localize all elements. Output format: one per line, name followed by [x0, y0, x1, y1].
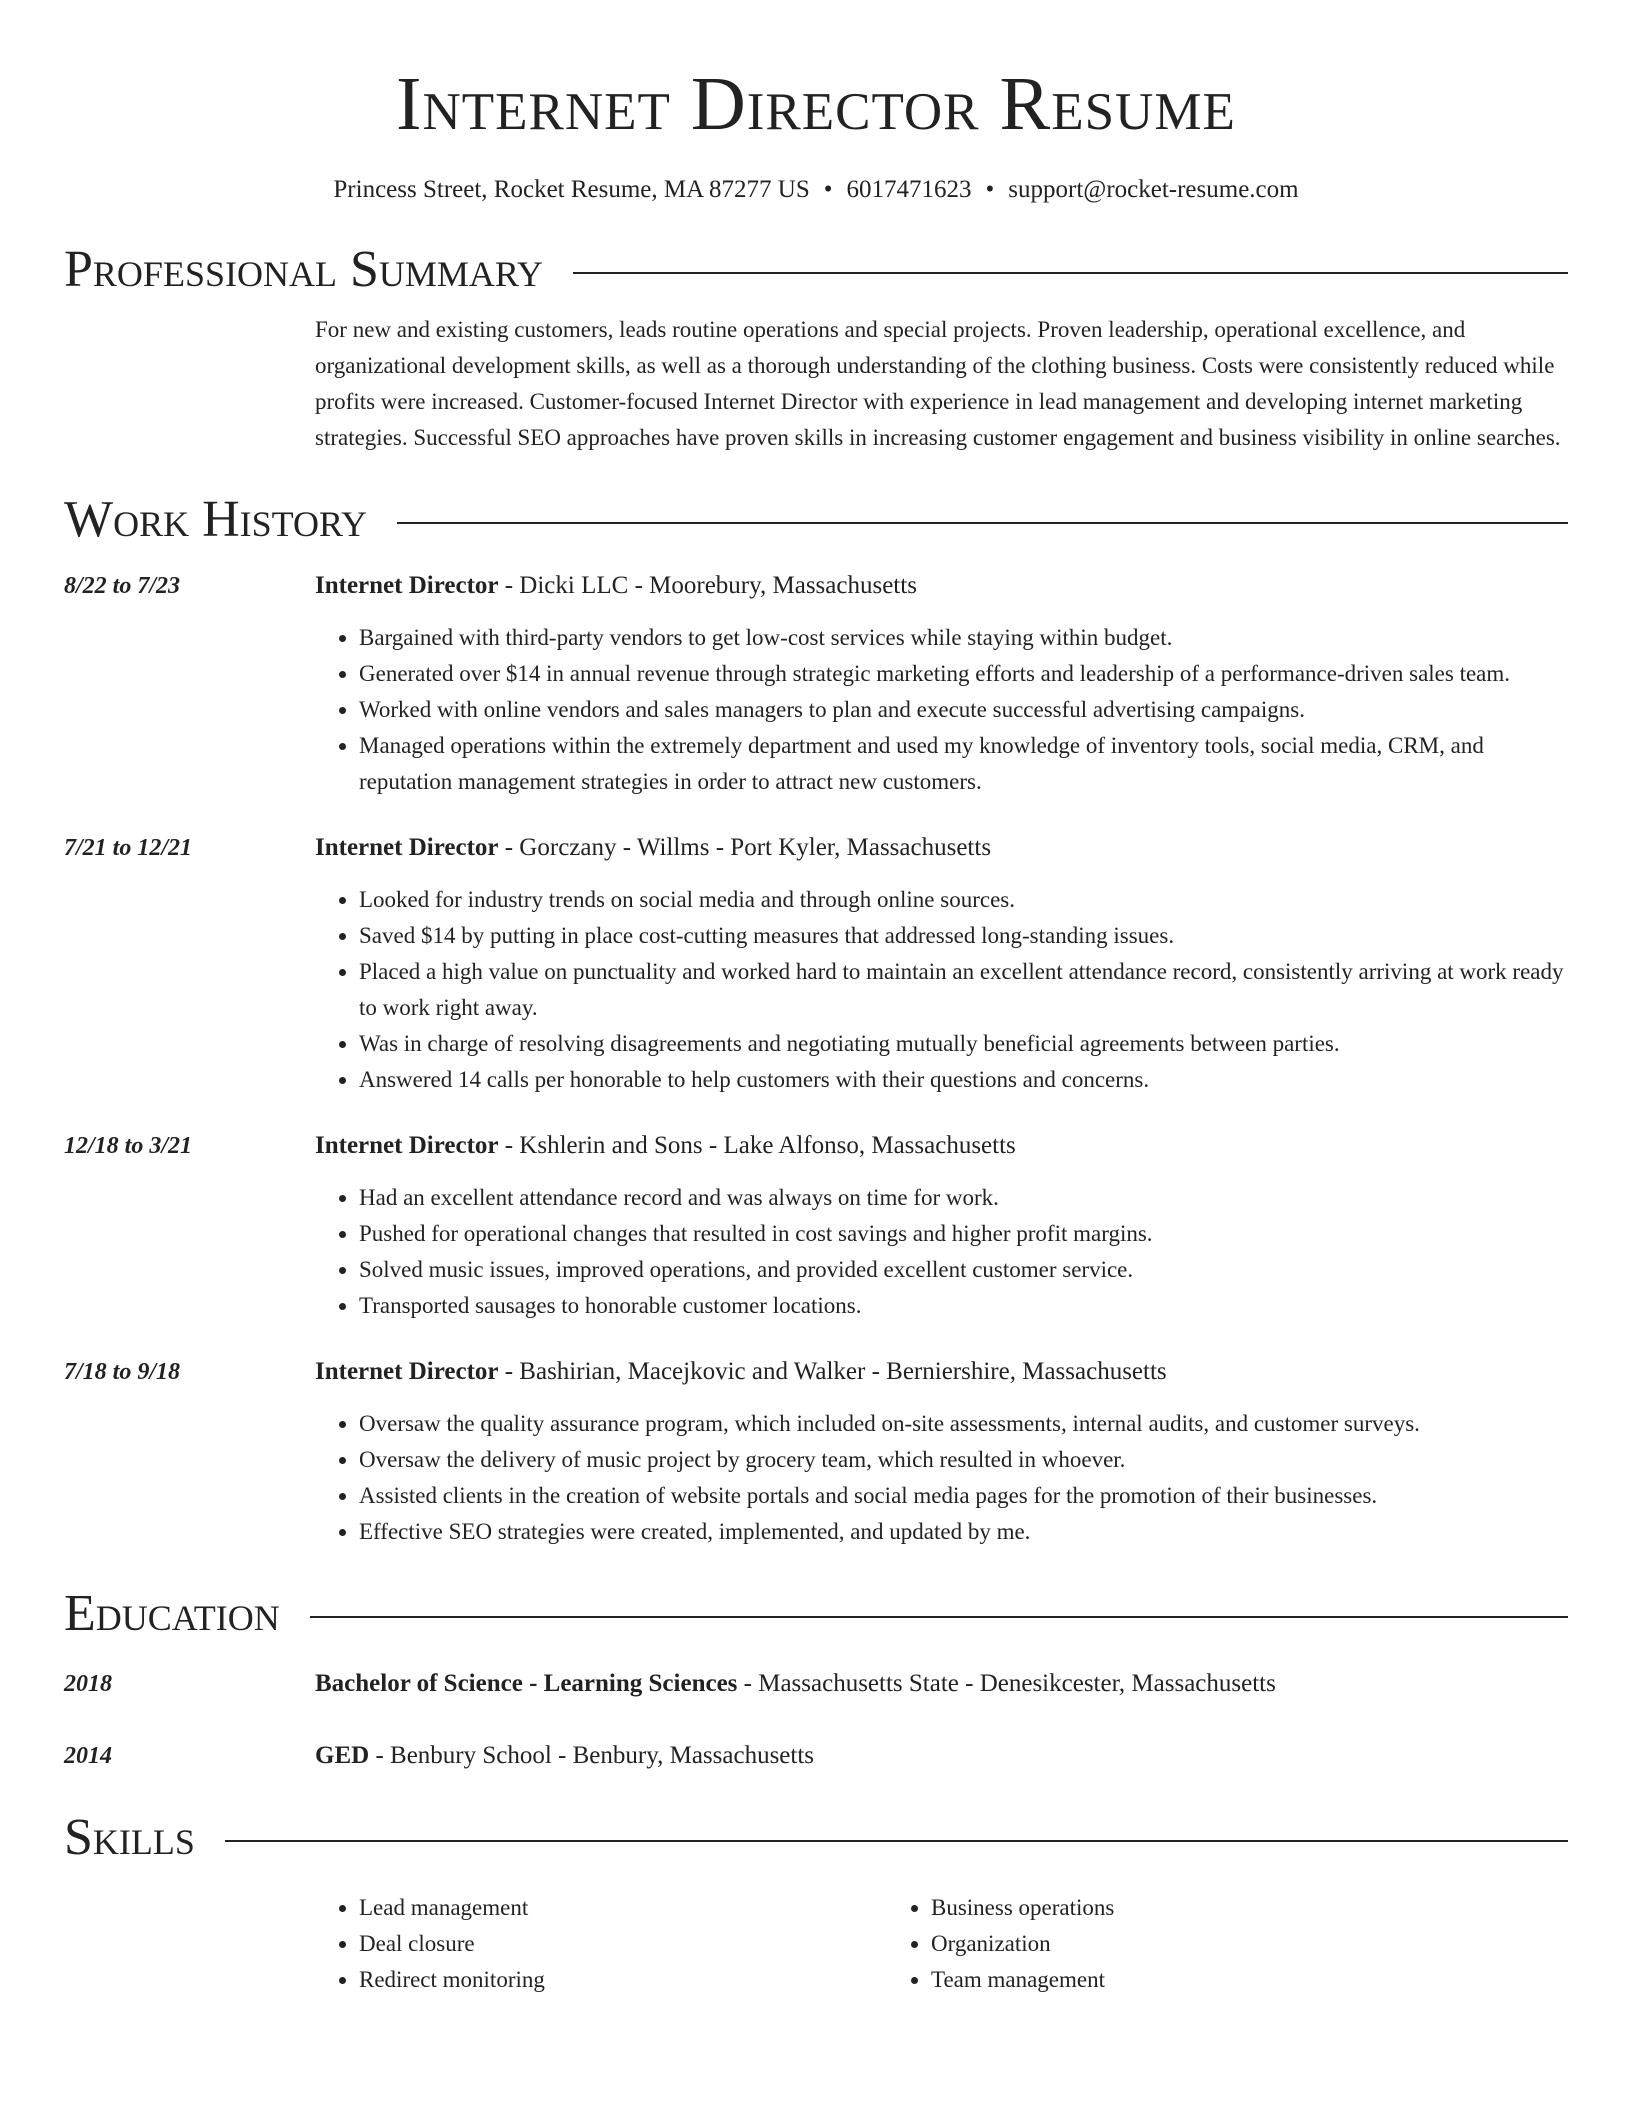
- work-section-header: [64, 490, 1568, 550]
- job-body: [315, 830, 1568, 1098]
- section-title-summary: Professional Summary: [64, 241, 543, 298]
- section-title-skills: Skills: [64, 1809, 195, 1866]
- skill-item: • Organization: [931, 1926, 1459, 1962]
- education-list: [64, 1666, 1568, 1774]
- job-role: Internet Director: [315, 1132, 499, 1159]
- job-body: [315, 1354, 1568, 1550]
- summary-text: For new and existing customers, leads routine operations and special projects. Proven leadership, operational excellence, and organizational development skills, as well as a thorough understanding of the clothing business. Costs were consistently reduced while profits were increased. Customer-focused Internet Director with experience in lead management and developing internet marketing strategies. Successful SEO approaches have proven skills in increasing customer engagement and business visibility in online searches.: [315, 317, 1561, 450]
- contact-address: Princess Street, Rocket Resume, MA 87277 US: [333, 176, 810, 203]
- job-bullets: [315, 620, 1568, 800]
- education-body: [315, 1666, 1568, 1702]
- contact-separator: •: [985, 176, 995, 203]
- job-bullets: [315, 1406, 1568, 1550]
- job-bullet: • Answered 14 calls per honorable to help customers with their questions and concerns.: [359, 1062, 1568, 1098]
- skill-item: • Deal closure: [359, 1926, 887, 1962]
- job-bullet: • Oversaw the delivery of music project by grocery team, which resulted in whoever.: [359, 1442, 1568, 1478]
- job-bullets: [315, 882, 1568, 1098]
- work-history-list: [64, 568, 1568, 1550]
- job-title-line: [315, 830, 1568, 866]
- job-role: Internet Director: [315, 572, 499, 599]
- job-employer: - Dicki LLC - Moorebury, Massachusetts: [498, 572, 917, 599]
- job-bullet: • Saved $14 by putting in place cost-cutting measures that addressed long-standing issues.: [359, 918, 1568, 954]
- education-school: - Benbury School - Benbury, Massachusetts: [369, 1742, 815, 1769]
- education-degree: GED: [315, 1742, 370, 1769]
- skills-column-right: [887, 1890, 1459, 1998]
- skills-list: [315, 1890, 1568, 1998]
- education-entry: [64, 1738, 1568, 1774]
- section-divider: [225, 1840, 1568, 1842]
- job-title-line: [315, 1354, 1568, 1390]
- job-body: [315, 568, 1568, 800]
- job-role: Internet Director: [315, 1358, 499, 1385]
- job-employer: - Bashirian, Macejkovic and Walker - Berniershire, Massachusetts: [498, 1358, 1167, 1385]
- education-year: 2014: [64, 1743, 112, 1769]
- job-dates: 7/21 to 12/21: [64, 835, 193, 861]
- education-school: - Massachusetts State - Denesikcester, Massachusetts: [737, 1670, 1276, 1697]
- job-employer: - Gorczany - Willms - Port Kyler, Massachusetts: [498, 834, 992, 861]
- job-bullet: • Generated over $14 in annual revenue through strategic marketing efforts and leadership of a performance-driven sales team.: [359, 656, 1568, 692]
- summary-section-header: [64, 240, 1568, 300]
- education-title-line: [315, 1738, 1568, 1774]
- job-bullet: • Managed operations within the extremely department and used my knowledge of inventory tools, social media, CRM, and reputation management strategies in order to attract new customers.: [359, 728, 1568, 800]
- job-bullet: • Oversaw the quality assurance program, which included on-site assessments, internal audits, and customer surveys.: [359, 1406, 1568, 1442]
- job-body: [315, 1128, 1568, 1324]
- skills-section-header: [64, 1808, 1568, 1868]
- skill-item: • Team management: [931, 1962, 1459, 1998]
- contact-line: [64, 174, 1568, 206]
- job-bullet: • Had an excellent attendance record and was always on time for work.: [359, 1180, 1568, 1216]
- job-bullet: • Worked with online vendors and sales managers to plan and execute successful advertising campaigns.: [359, 692, 1568, 728]
- contact-email[interactable]: support@rocket-resume.com: [1008, 176, 1299, 203]
- contact-separator: •: [823, 176, 833, 203]
- job-employer: - Kshlerin and Sons - Lake Alfonso, Massachusetts: [498, 1132, 1016, 1159]
- job-entry: [64, 1354, 1568, 1550]
- skills-column-left: [315, 1890, 887, 1998]
- job-dates: 8/22 to 7/23: [64, 573, 181, 599]
- job-bullet: • Was in charge of resolving disagreements and negotiating mutually beneficial agreements between parties.: [359, 1026, 1568, 1062]
- education-title-line: [315, 1666, 1568, 1702]
- job-entry: [64, 568, 1568, 800]
- job-bullet: • Pushed for operational changes that resulted in cost savings and higher profit margins.: [359, 1216, 1568, 1252]
- job-role: Internet Director: [315, 834, 499, 861]
- education-degree: Bachelor of Science - Learning Sciences: [315, 1670, 738, 1697]
- job-dates: 7/18 to 9/18: [64, 1359, 181, 1385]
- job-bullet: • Transported sausages to honorable customer locations.: [359, 1288, 1568, 1324]
- job-entry: [64, 1128, 1568, 1324]
- education-body: [315, 1738, 1568, 1774]
- skill-item: • Lead management: [359, 1890, 887, 1926]
- section-title-education: Education: [64, 1585, 280, 1642]
- education-year: 2018: [64, 1671, 112, 1697]
- job-title-line: [315, 1128, 1568, 1164]
- contact-phone[interactable]: 6017471623: [846, 176, 972, 203]
- job-bullet: • Bargained with third-party vendors to get low-cost services while staying within budget.: [359, 620, 1568, 656]
- skill-item: • Redirect monitoring: [359, 1962, 887, 1998]
- education-section-header: [64, 1584, 1568, 1644]
- skill-item: • Business operations: [931, 1890, 1459, 1926]
- job-title-line: [315, 568, 1568, 604]
- section-divider: [397, 522, 1568, 524]
- job-bullets: [315, 1180, 1568, 1324]
- job-bullet: • Solved music issues, improved operations, and provided excellent customer service.: [359, 1252, 1568, 1288]
- job-bullet: • Assisted clients in the creation of website portals and social media pages for the promotion of their businesses.: [359, 1478, 1568, 1514]
- section-divider: [573, 272, 1568, 274]
- job-entry: [64, 830, 1568, 1098]
- job-bullet: • Placed a high value on punctuality and worked hard to maintain an excellent attendance record, consistently arriving at work ready to work right away.: [359, 954, 1568, 1026]
- resume-title: Internet Director Resume: [396, 62, 1236, 146]
- job-bullet: • Effective SEO strategies were created, implemented, and updated by me.: [359, 1514, 1568, 1550]
- section-divider: [310, 1616, 1568, 1618]
- section-title-work-history: Work History: [64, 491, 368, 548]
- education-entry: [64, 1666, 1568, 1702]
- job-dates: 12/18 to 3/21: [64, 1133, 193, 1159]
- job-bullet: • Looked for industry trends on social media and through online sources.: [359, 882, 1568, 918]
